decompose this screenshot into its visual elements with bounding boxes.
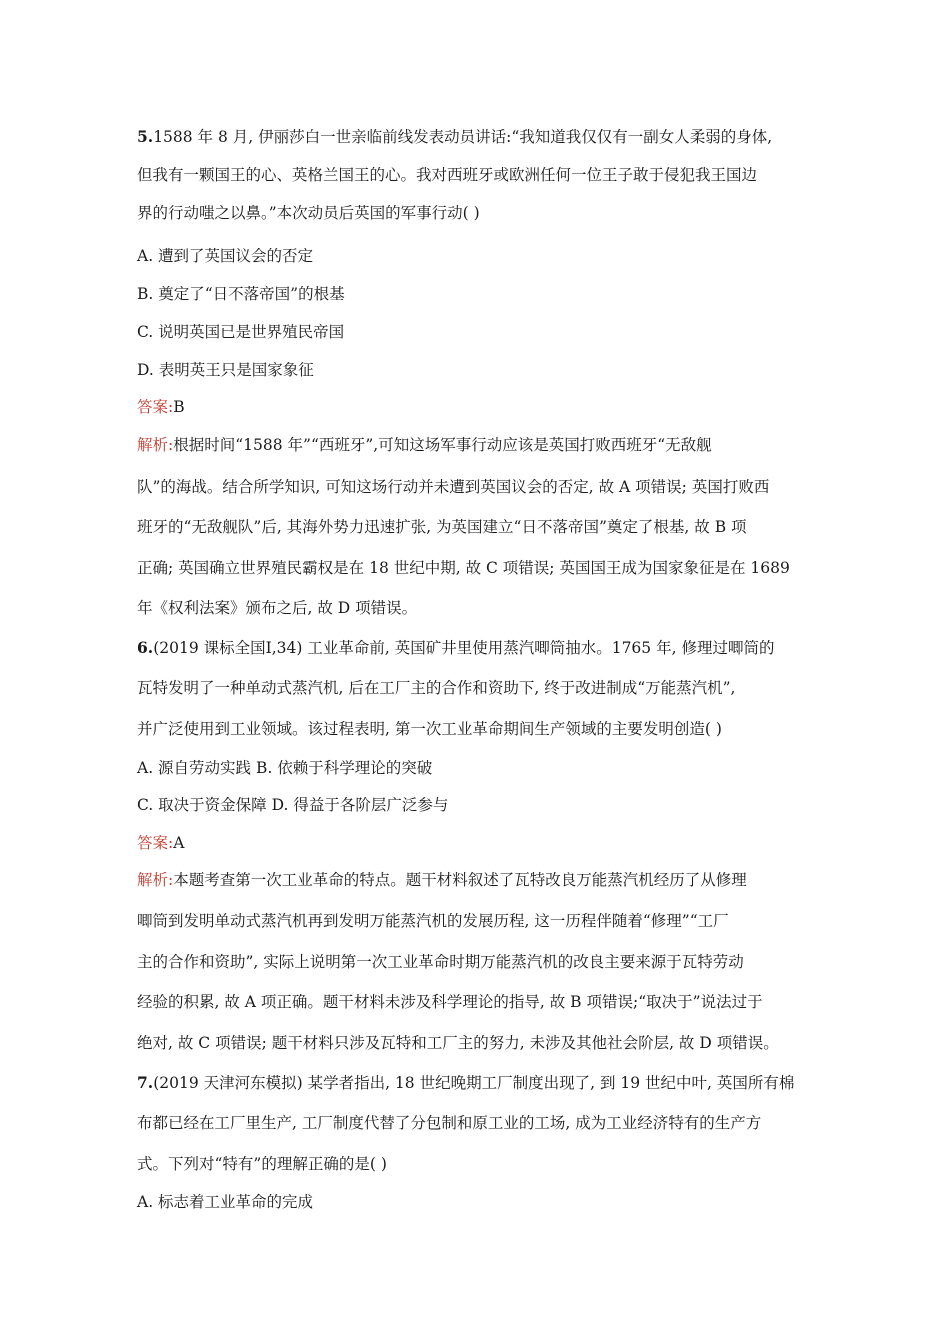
- question-7-stem-line-1: 7.(2019 天津河东模拟) 某学者指出, 18 世纪晚期工厂制度出现了, 到 19 世纪中叶, 英国所有棉: [137, 1073, 795, 1092]
- question-6-stem-line-1: 6.(2019 课标全国Ⅰ,34) 工业革命前, 英国矿井里使用蒸汽唧筒抽水。1765 年, 修理过唧筒的: [137, 638, 775, 657]
- question-5-stem-line-2: 但我有一颗国王的心、英格兰国王的心。我对西班牙或欧洲任何一位王子敢于侵犯我王国边: [137, 166, 758, 184]
- question-5-analysis-line-4: 正确; 英国确立世界殖民霸权是在 18 世纪中期, 故 C 项错误; 英国国王成为国家象征是在 1689: [137, 559, 790, 577]
- question-6-analysis-line-1: 解析:本题考查第一次工业革命的特点。题干材料叙述了瓦特改良万能蒸汽机经历了从修理: [137, 871, 747, 889]
- answer-label: 答案:: [137, 398, 174, 416]
- question-5-analysis-line-2: 队”的海战。结合所学知识, 可知这场行动并未遭到英国议会的否定, 故 A 项错误; 英国打败西: [137, 478, 770, 496]
- analysis-label: 解析:: [137, 871, 174, 889]
- question-6-stem-line-3: 并广泛使用到工业领域。该过程表明, 第一次工业革命期间生产领域的主要发明创造( ): [137, 720, 722, 738]
- question-5-option-b: B. 奠定了“日不落帝国”的根基: [137, 285, 345, 303]
- question-number: 7.: [137, 1073, 154, 1092]
- question-7-stem-line-2: 布都已经在工厂里生产, 工厂制度代替了分包制和原工业的工场, 成为工业经济特有的生产方: [137, 1114, 762, 1132]
- question-5-option-a: A. 遭到了英国议会的否定: [137, 247, 314, 265]
- question-6-analysis-line-5: 绝对, 故 C 项错误; 题干材料只涉及瓦特和工厂主的努力, 未涉及其他社会阶层, 故 D 项错误。: [137, 1034, 779, 1052]
- question-5-analysis-line-5: 年《权利法案》颁布之后, 故 D 项错误。: [137, 599, 418, 617]
- question-5-stem-line-1: 5.1588 年 8 月, 伊丽莎白一世亲临前线发表动员讲话:“我知道我仅仅有一副女人柔弱的身体,: [137, 127, 773, 146]
- question-6-options-line-1: A. 源自劳动实践 B. 依赖于科学理论的突破: [137, 759, 433, 777]
- question-5-stem-line-3: 界的行动嗤之以鼻。”本次动员后英国的军事行动( ): [137, 204, 480, 222]
- question-6-stem-line-2: 瓦特发明了一种单动式蒸汽机, 后在工厂主的合作和资助下, 终于改进制成“万能蒸汽机”,: [137, 679, 736, 697]
- question-5-analysis-line-3: 班牙的“无敌舰队”后, 其海外势力迅速扩张, 为英国建立“日不落帝国”奠定了根基, 故 B 项: [137, 518, 747, 536]
- question-number: 6.: [137, 638, 154, 657]
- question-7-option-a: A. 标志着工业革命的完成: [137, 1193, 314, 1211]
- question-6-options-line-2: C. 取决于资金保障 D. 得益于各阶层广泛参与: [137, 796, 449, 814]
- answer-label: 答案:: [137, 834, 174, 852]
- question-6-analysis-line-3: 主的合作和资助”, 实际上说明第一次工业革命时期万能蒸汽机的改良主要来源于瓦特劳动: [137, 953, 744, 971]
- analysis-label: 解析:: [137, 436, 174, 454]
- question-6-answer: [137, 832, 184, 854]
- answer-value: B: [173, 398, 185, 416]
- question-6-analysis-line-4: 经验的积累, 故 A 项正确。题干材料未涉及科学理论的指导, 故 B 项错误;“取决于”说法过于: [137, 993, 763, 1011]
- question-6-analysis-line-2: 唧筒到发明单动式蒸汽机再到发明万能蒸汽机的发展历程, 这一历程伴随着“修理”“工厂: [137, 912, 729, 930]
- question-5-option-c: C. 说明英国已是世界殖民帝国: [137, 323, 345, 341]
- question-7-stem-line-3: 式。下列对“特有”的理解正确的是( ): [137, 1155, 387, 1173]
- question-5-answer: [137, 396, 185, 418]
- question-5-option-d: D. 表明英王只是国家象征: [137, 361, 314, 379]
- question-5-analysis-line-1: 解析:根据时间“1588 年”“西班牙”,可知这场军事行动应该是英国打败西班牙“无敌舰: [137, 436, 712, 454]
- question-number: 5.: [137, 127, 154, 146]
- answer-value: A: [173, 834, 185, 852]
